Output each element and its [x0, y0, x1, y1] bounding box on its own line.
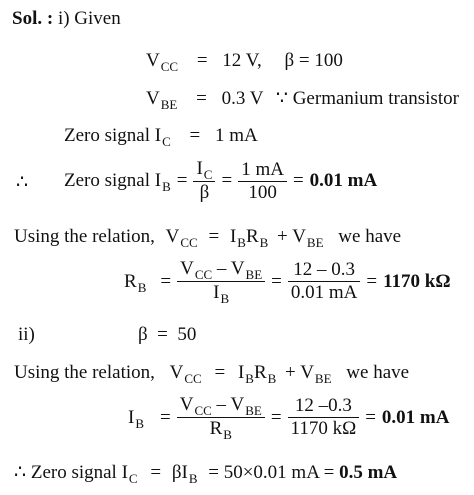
ib-calculation-ii: [128, 394, 455, 441]
vcc-symbol: V: [169, 362, 184, 383]
rb-result: 1170 kΩ: [383, 270, 451, 292]
ib-subscript: B: [245, 371, 254, 386]
solution-label: Sol. :: [12, 8, 54, 29]
rb-label: [124, 271, 146, 293]
vbe-given: [146, 88, 459, 111]
numerator-symbol: I: [196, 158, 203, 179]
ib-subscript: B: [162, 179, 171, 194]
fraction-denominator: 0.01 mA: [288, 281, 361, 304]
ib-label: [128, 407, 144, 429]
fraction-denominator: β: [193, 181, 215, 204]
vbe-symbol: V: [300, 362, 314, 383]
final-result-line: [14, 462, 397, 485]
relation-suffix: we have: [346, 362, 410, 383]
vcc-symbol: V: [146, 50, 160, 71]
equals-sign: =: [270, 406, 282, 428]
equals-sign: =: [160, 406, 171, 428]
fraction-denominator: 1170 kΩ: [288, 417, 360, 440]
rb-subscript: B: [223, 427, 232, 442]
fraction-numerator: [193, 158, 215, 181]
equals-sign: =: [365, 406, 376, 428]
relation-prefix: Using the relation,: [14, 226, 155, 247]
equals-sign: =: [176, 170, 188, 191]
ic-label: Zero signal I: [64, 125, 162, 146]
beta-ib-symbol: βI: [171, 462, 188, 483]
value-fraction: [288, 259, 361, 304]
value-fraction: [238, 159, 287, 204]
equals-sign: =: [221, 170, 233, 191]
ib-symbol: I: [128, 406, 135, 428]
equals-sign: =: [196, 88, 207, 109]
fraction-denominator: [177, 417, 265, 441]
ic-given: [64, 125, 258, 148]
germanium-note: ∵ Germanium transistor: [275, 88, 459, 109]
vcc-subscript: CC: [194, 267, 213, 282]
equals-sign: =: [208, 226, 220, 247]
plus-sign: +: [277, 226, 288, 247]
therefore-symbol: ∴: [16, 172, 29, 193]
ib-result: 0.01 mA: [381, 406, 450, 428]
equals-sign: =: [292, 170, 304, 191]
rb-symbol: R: [209, 418, 223, 439]
vcc-value: 12 V,: [222, 50, 262, 71]
ib-calculation: [64, 158, 383, 204]
vcc-symbol: V: [179, 394, 194, 415]
vbe-value: 0.3 V: [221, 88, 264, 109]
ic-over-beta-fraction: [193, 158, 215, 204]
fraction-numerator: [177, 258, 265, 281]
numerator-subscript: C: [203, 167, 213, 182]
equals-sign: =: [271, 270, 282, 292]
minus-vbe-symbol: – V: [216, 258, 245, 279]
vbe-subscript: BE: [160, 97, 178, 112]
equals-sign: =: [160, 270, 172, 292]
rb-symbol: R: [245, 226, 259, 247]
value-fraction: [288, 395, 360, 440]
ib-subscript: B: [220, 291, 230, 306]
relation-line-2: [14, 362, 409, 385]
equals-sign: =: [214, 362, 226, 383]
rb-subscript: B: [259, 235, 269, 250]
fraction-numerator: 1 mA: [241, 158, 284, 180]
vbe-subscript: BE: [314, 371, 332, 386]
vbe-symbol: V: [292, 226, 306, 247]
plus-sign: +: [285, 362, 296, 383]
relation-suffix: we have: [338, 226, 402, 247]
relation-line-1: [14, 226, 401, 249]
ib-result: 0.01 mA: [309, 170, 378, 191]
fraction-denominator: [177, 281, 265, 305]
vcc-subscript: CC: [160, 59, 179, 74]
solution-heading: [12, 8, 121, 30]
vcc-symbol: V: [165, 226, 180, 247]
rb-symbol: R: [253, 362, 267, 383]
ib-subscript: B: [135, 415, 144, 431]
vbe-subscript: BE: [245, 267, 263, 282]
vbe-symbol: V: [146, 88, 160, 109]
vcc-subscript: CC: [184, 371, 202, 386]
part-i-heading: i) Given: [57, 8, 121, 29]
rb-subscript: B: [137, 279, 147, 295]
final-ic-label: ∴ Zero signal I: [14, 462, 128, 483]
ib-symbol: I: [213, 282, 220, 303]
fraction-numerator: 12 –0.3: [294, 395, 352, 416]
vcc-subscript: CC: [194, 403, 212, 418]
fraction-numerator: [177, 394, 265, 417]
final-ic-result: 0.5 mA: [339, 462, 398, 483]
ib-label: [64, 170, 171, 192]
beta-value: β = 100: [284, 50, 343, 71]
rb-symbol: R: [124, 270, 137, 292]
ic-subscript: C: [162, 134, 171, 149]
ib-subscript: B: [237, 235, 246, 250]
voltage-difference-fraction: [177, 394, 265, 441]
equals-sign: =: [196, 50, 208, 71]
minus-vbe-symbol: – V: [216, 394, 245, 415]
vcc-subscript: CC: [180, 235, 198, 250]
final-calculation: = 50×0.01 mA =: [208, 462, 335, 483]
vbe-subscript: BE: [306, 235, 324, 250]
relation-prefix: Using the relation,: [14, 362, 155, 383]
equals-sign: =: [189, 125, 201, 146]
equals-sign: =: [150, 462, 162, 483]
beta-given: β = 50: [138, 324, 197, 345]
rb-calculation: [124, 258, 457, 305]
ic-subscript: C: [128, 471, 138, 486]
voltage-difference-fraction: [177, 258, 265, 305]
fraction-denominator: 100: [238, 181, 287, 204]
vcc-given: [146, 50, 343, 73]
part-ii-heading: ii): [18, 324, 35, 345]
fraction-numerator: 12 – 0.3: [293, 259, 356, 280]
ic-value: 1 mA: [214, 125, 258, 146]
ib-subscript: B: [188, 471, 198, 486]
vcc-symbol: V: [180, 258, 194, 279]
ib-symbol: I: [229, 226, 237, 247]
vbe-subscript: BE: [245, 403, 262, 418]
rb-subscript: B: [267, 371, 277, 386]
ib-label-text: Zero signal I: [64, 170, 162, 191]
equals-sign: =: [366, 270, 378, 292]
ib-symbol: I: [237, 362, 245, 383]
